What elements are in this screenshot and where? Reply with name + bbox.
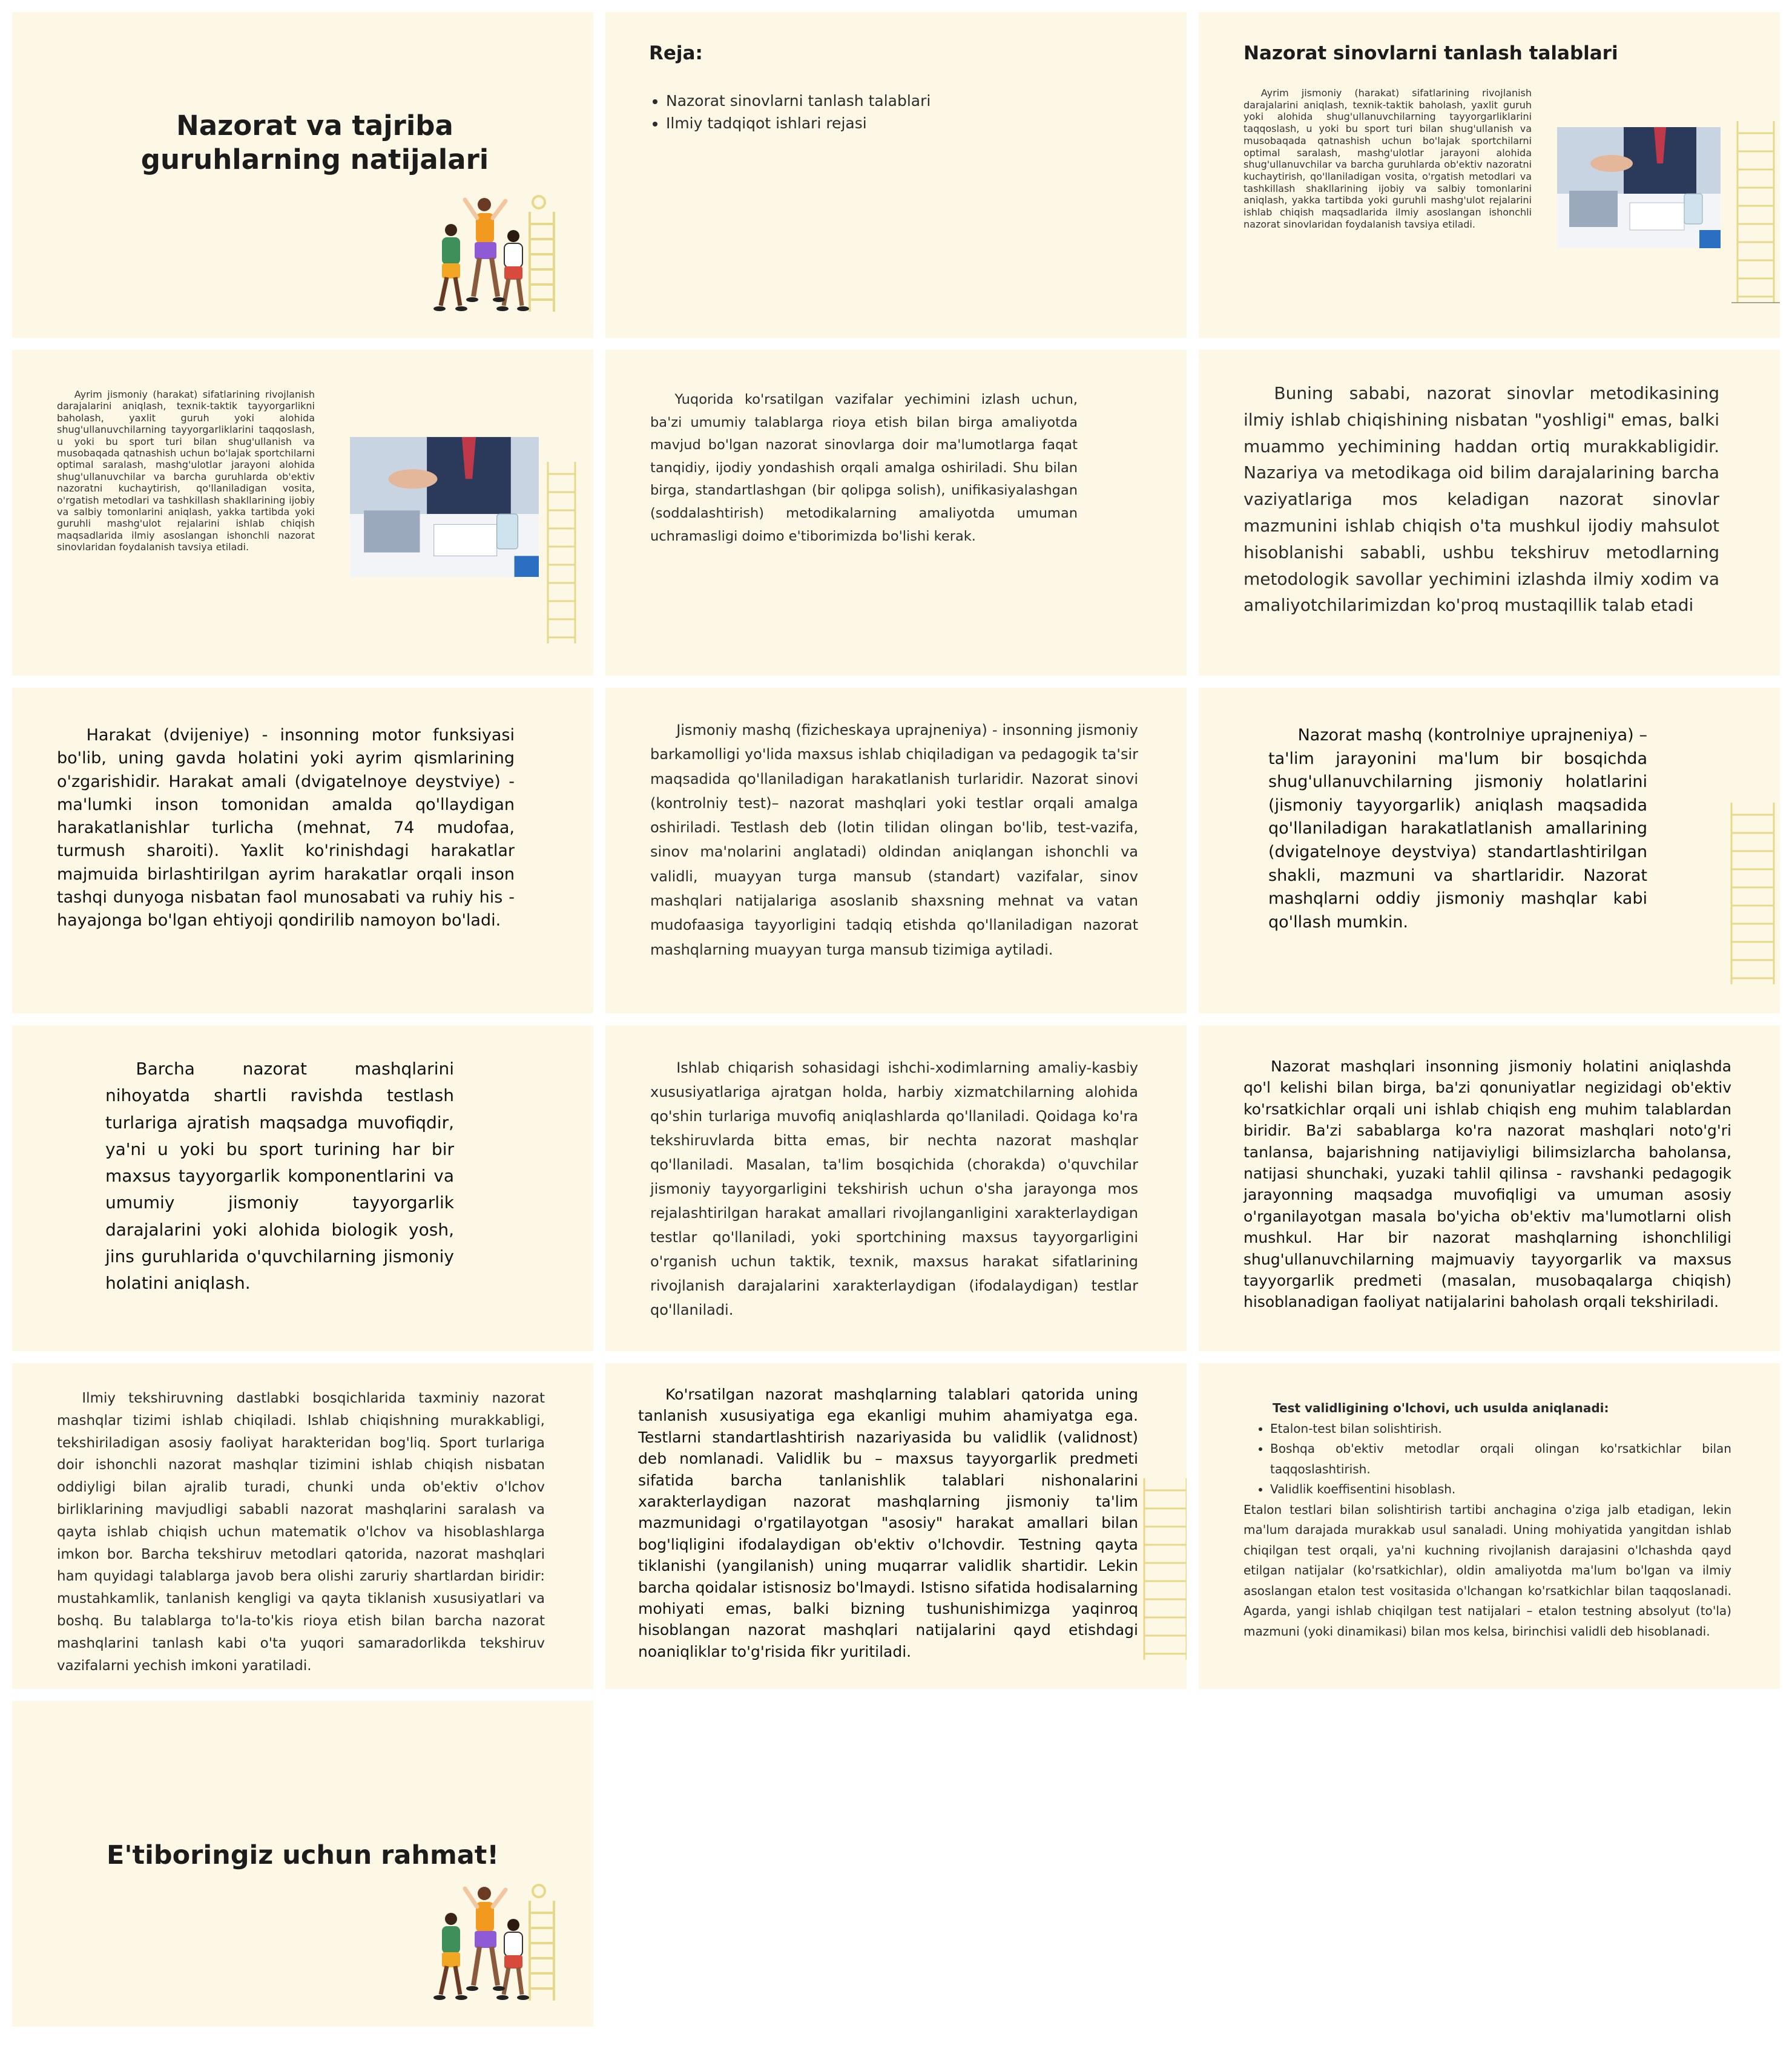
slide-6[interactable] [1199, 350, 1780, 676]
ladder-decoration [1725, 797, 1780, 990]
slide-text: Ko'rsatilgan nazorat mashqlarning talablari qatorida uning tanlanish xususiyatiga ega ekanligi muhim ahamiyatga ega. Testlarni standartlashtirish nazariyasida bu validlik (validnost) deb nomlanadi. Validlik bu – maxsus tayyorgarlik predmeti sifatida barcha tanlanishlik talablari nishonalarini xarakterlaydigan nazorat mashqlarning jismoniy ta'lim mazmunidagi o'rgatilayotgan "asosiy" harakat amallari bilan bog'liqligini ifodalaydigan ob'ektiv o'lchovdir. Testning qayta tiklanishi (yangilanish) uning muqarrar validlik shartidir. Lekin barcha qoidalar istisnosiz bo'lmaydi. Istisno sifatida hodisalarning mohiyati emas, balki bizning tushunishimizga yaqinroq hisoblangan nazorat mashqlari natijalarini qayd etishdagi noaniqliklar to'g'risida fikr yuritiladi. [638, 1386, 1138, 1660]
ladder-decoration [1138, 1472, 1187, 1666]
method-item: • Etalon-test bilan solishtirish. [1270, 1419, 1731, 1439]
slide-16[interactable] [12, 1701, 593, 2027]
slide-text: Yuqorida ko'rsatilgan vazifalar yechimini izlash uchun, ba'zi umumiy talablarga rioya etish bilan birga amaliyotda mavjud bo'lgan nazorat sinovlarga doir ma'lumotlarga faqat tanqidiy, ijodiy yondashish orqali amalga oshiriladi. Shu bilan birga, standartlashgan (bir qolipga solish), unifikasiyalashgan (soddalashtirish) metodikalarning amaliyotda umuman uchramasligi doimo e'tiborimizda bo'lishi kerak. [650, 392, 1078, 544]
slide-heading: Test validligining o'lchovi, uch usulda aniqlanadi: [1273, 1401, 1609, 1415]
plan-item: • Ilmiy tadqiqot ishlari rejasi [666, 112, 931, 134]
slide-heading: Nazorat sinovlarni tanlash talablari [1244, 42, 1618, 64]
slide-text: Ayrim jismoniy (harakat) sifatlarining rivojlanish darajalarini aniqlash, texnik-taktik tayyorgarlikni baholash, yaxlit guruh yoki alohida shug'ullanuvchilarning tayyorgarliklarini taqqoslash, u yoki bu sport turi bilan shug'ullanish va musobaqada qatnashish uchun bo'lajak sportchilarni optimal saralash, mashg'ulotlar jarayoni alohida shug'ullanuvchilar va barcha guruhlarda ob'ektiv nazoratni kuchaytirish, qo'llaniladigan vosita, o'rgatish metodlari va tashkillash shakllarining ijobiy va salbiy tomonlarini aniqlash, yakka tartibda yoki guruhli mashg'ulot rejalarini ishlab chiqish maqsadlarida ilmiy asoslangan ishonchli nazorat sinovlaridan foydalanish tavsiya etiladi. [57, 389, 315, 553]
slide-title: Nazorat va tajriba guruhlarning natijalari [140, 110, 489, 176]
slide-text: Buning sababi, nazorat sinovlar metodikasining ilmiy ishlab chiqishining nisbatan "yoshligi" emas, balki muammo yechimining haddan ortiq murakkabligidir. Nazariya va metodikaga oid bilim darajalarining barcha vaziyatlariga mos keladigan nazorat sinovlar mazmunini ishlab chiqish o'ta mushkul ijodiy mahsulot hisoblanishi sababli, ushbu tekshiruv metodlarning metodologik savollar yechimini izlashda ilmiy xodim va amaliyotchilarimizdan ko'proq mustaqillik talab etadi [1244, 383, 1719, 616]
slide-text: Nazorat mashqlari insonning jismoniy holatini aniqlashda qo'l kelishi bilan birga, ba'zi qonuniyatlar negizidagi ob'ektiv ko'rsatkichlar orqali uni ishlab chiqish eng muhim talablardan biridir. Ba'zi sabablarga ko'ra nazorat mashqlari noto'g'ri tanlansa, bajarishning natijaviyligi bilimsizlarcha baholansa, natijasi shunchaki, yuzaki tahlil qilinsa - ravshanki pedagogik jarayonning maqsadga muvofiqligi va umuman asosiy o'rganilayotgan masala bo'yicha ob'ektiv ma'lumotlarni olish mushkul. Har bir nazorat mashqlarning ishonchliligi shug'ullanuvchilarning majmuaviy tayyorgarlik va maxsus tayyorgarlik predmeti (masalan, musobaqalarga chiqish) hisoblanadigan faoliyat natijalarini baholash orqali tekshiriladi. [1244, 1058, 1731, 1311]
slide-text: Ilmiy tekshiruvning dastlabki bosqichlarida taxminiy nazorat mashqlar tizimi ishlab chiqiladi. Ishlab chiqishning murakkabligi, tekshiriladigan asosiy faoliyat harakteridan bog'liq. Sport turlariga doir ishonchli nazorat mashqlar tizimini ishlab chiqish nisbatan oddiyligi bilan ajralib turadi, chunki unda ob'ektiv o'lchov birliklarining mavjudligi sababli nazorat mashqlarini saralash va qayta ishlab chiqish uchun matematik o'lchov va hisoblashlarga imkon bor. Barcha tekshiruv metodlari qatorida, nazorat mashqlari ham quyidagi talablarga javob bera olishi zaruriy shartlardan biridir: mustahkamlik, tanlanish kengligi va qayta tiklanish xususiyatlari va boshq. Bu talablarga to'la-to'kis rioya etish bilan barcha nazorat mashqlarini tanlash kabi o'ta yuqori samaradorlikda tekshiruv vazifalarni yechish imkoni yaratiladi. [57, 1390, 545, 1674]
slide-11[interactable] [605, 1025, 1187, 1351]
slide-9[interactable] [1199, 688, 1780, 1013]
method-list [1244, 1419, 1731, 1500]
method-item: • Boshqa ob'ektiv metodlar orqali olingan ko'rsatkichlar bilan taqqoslashtirish. [1270, 1439, 1731, 1479]
slide-text: Etalon testlari bilan solishtirish tartibi anchagina o'ziga jalb etadigan, lekin ma'lum darajada murakkab usul sanaladi. Uning mohiyatida yangitdan ishlab chiqilgan test orqali, ya'ni kuchning rivojlanish darajasini o'lchashda qayd etilgan natijalar (ko'rsatkichlar), oldin amaliyotda ma'lum bo'lgan va ilmiy asoslangan etalon test vositasida o'lchangan ko'rsatkichlar bilan taqqoslanadi. Agarda, yangi ishlab chiqilgan test natijalari – etalon testning absolyut (to'la) mazmuni (yoki dinamikasi) bilan mos kelsa, birinchisi validli deb hisoblanadi. [1244, 1502, 1731, 1639]
slide-text: Ayrim jismoniy (harakat) sifatlarining rivojlanish darajalarini aniqlash, texnik-taktik baholash, yaxlit guruh yoki alohida shug'ullanuvchilarning tayyorgarliklarini taqqoslash, u yoki bu sport turi bilan shug'ullanish va musobaqada qatnashish uchun bo'lajak sportchilarni optimal saralash, mashg'ulotlar jarayoni alohida shug'ullanuvchilar va barcha guruhlarda ob'ektiv nazoratni kuchaytirish, qo'llaniladigan vosita, o'rgatish metodlari va tashkillash shakllarining ijobiy va salbiy tomonlarini aniqlash, yakka tartibda yoki guruhli mashg'ulot rejalarini ishlab chiqish maqsadlarida ilmiy asoslangan ishonchli nazorat sinovlaridan foydalanish tavsiya etiladi. [1244, 87, 1532, 230]
three-people-exercising-illustration [418, 1883, 563, 2004]
slide-5[interactable] [605, 350, 1187, 676]
businessman-at-desk-photo [350, 436, 539, 577]
slide-14[interactable] [605, 1363, 1187, 1689]
slide-content [1244, 1398, 1731, 1642]
slide-8[interactable] [605, 688, 1187, 1013]
slide-7[interactable] [12, 688, 593, 1013]
slide-12[interactable] [1199, 1025, 1780, 1351]
ladder-decoration [1731, 115, 1780, 309]
slide-2[interactable] [605, 12, 1187, 338]
slide-15[interactable] [1199, 1363, 1780, 1689]
plan-list [649, 90, 931, 134]
slide-text: Jismoniy mashq (fizicheskaya uprajneniya) - insonning jismoniy barkamolligi yo'lida maxsus ishlab chiqiladigan va pedagogik ta'sir maqsadida qo'llaniladigan harakatlanish turlaridir. Nazorat sinovi (kontrolniy test)– nazorat mashqlari yoki testlar orqali amalga oshiriladi. Testlash deb (lotin tilidan olingan bo'lib, test-vazifa, sinov ma'nolarini anglatadi) oldindan aniqlangan ishonchli va validli, muayyan turga mansub (standart) vazifalar, sinov mashqlari natijalariga asoslanib shaxsning mehnat va vatan mudofaasiga tayyorligini tadqiq etishda qo'llaniladigan nazorat mashqlarning muayyan turga mansub tizimiga aytiladi. [650, 722, 1138, 958]
businessman-at-desk-photo [1557, 127, 1721, 248]
slide-10[interactable] [12, 1025, 593, 1351]
slide-text: Harakat (dvijeniye) - insonning motor funksiyasi bo'lib, uning gavda holatini yoki ayrim qismlarining o'zgarishidir. Harakat amali (dvigatelnoye deystviye) - ma'lumki inson tomonidan amalda qo'llaydigan harakatlanishlar turlicha (mehnat, 74 mudofaa, turmush sharoiti). Yaxlit ko'rinishdagi harakatlar majmuida birlashtirilgan ayrim harakatlar orqali inson tashqi dunyoga nisbatan faol munosabati va ruhiy his - hayajonga bo'lgan ehtiyoji qondirilib namoyon bo'ladi. [57, 726, 515, 930]
slide-text: Barcha nazorat mashqlarini nihoyatda shartli ravishda testlash turlariga ajratish maqsadga muvofiqdir, ya'ni u yoki bu sport turining har bir maxsus tayyorgarlik komponentlarini va umumiy jismoniy tayyorgarlik darajalarini yoki alohida biologik yosh, jins guruhlarida o'quvchilarning jismoniy holatini aniqlash. [105, 1059, 454, 1294]
plan-item: • Nazorat sinovlarni tanlash talablari [666, 90, 931, 112]
slide-1[interactable] [12, 12, 593, 338]
ladder-decoration [542, 456, 578, 650]
slide-13[interactable] [12, 1363, 593, 1689]
slide-text: Ishlab chiqarish sohasidagi ishchi-xodimlarning amaliy-kasbiy xususiyatlariga ajratgan holda, harbiy xizmatchilarning alohida qo'shin turlariga muvofiq aniqlashlarda qo'llaniladi. Qoidaga ko'ra tekshiruvlarda bitta emas, bir nechta nazorat mashqlar qo'llaniladi. Masalan, ta'lim bosqichida (chorakda) o'quvchilar jismoniy tayyorgarligini tekshirish uchun o'sha jarayonga mos rejalashtirilgan harakat amallari rivojlanganligini xarakterlaydigan testlar qo'llaniladi, yoki sportchining maxsus tayyorgarligini o'rganish uchun taktik, texnik, maxsus harakat sifatlarining rivojlanish darajalarini xarakterlaydigan (ifodalaydigan) testlar qo'llaniladi. [650, 1059, 1138, 1318]
method-item: • Validlik koeffisentini hisoblash. [1270, 1479, 1731, 1500]
three-people-exercising-illustration [418, 194, 563, 315]
slide-3[interactable] [1199, 12, 1780, 338]
slide-title: E'tiboringiz uchun rahmat! [107, 1840, 499, 1870]
slide-4[interactable] [12, 350, 593, 676]
slide-heading: Reja: [649, 42, 703, 64]
slide-text: Nazorat mashq (kontrolniye uprajneniya) – ta'lim jarayonini ma'lum bir bosqichda shug'ullanuvchilarning jismoniy holatlarini (jismoniy tayyorgarlik) aniqlash maqsadida qo'llaniladigan harakatlatlanish amallarining (dvigatelnoye deystviya) standartlashtirilgan shakli, mazmuni va shartlaridir. Nazorat mashqlarni oddiy jismoniy mashqlar kabi qo'llash mumkin. [1268, 726, 1647, 932]
